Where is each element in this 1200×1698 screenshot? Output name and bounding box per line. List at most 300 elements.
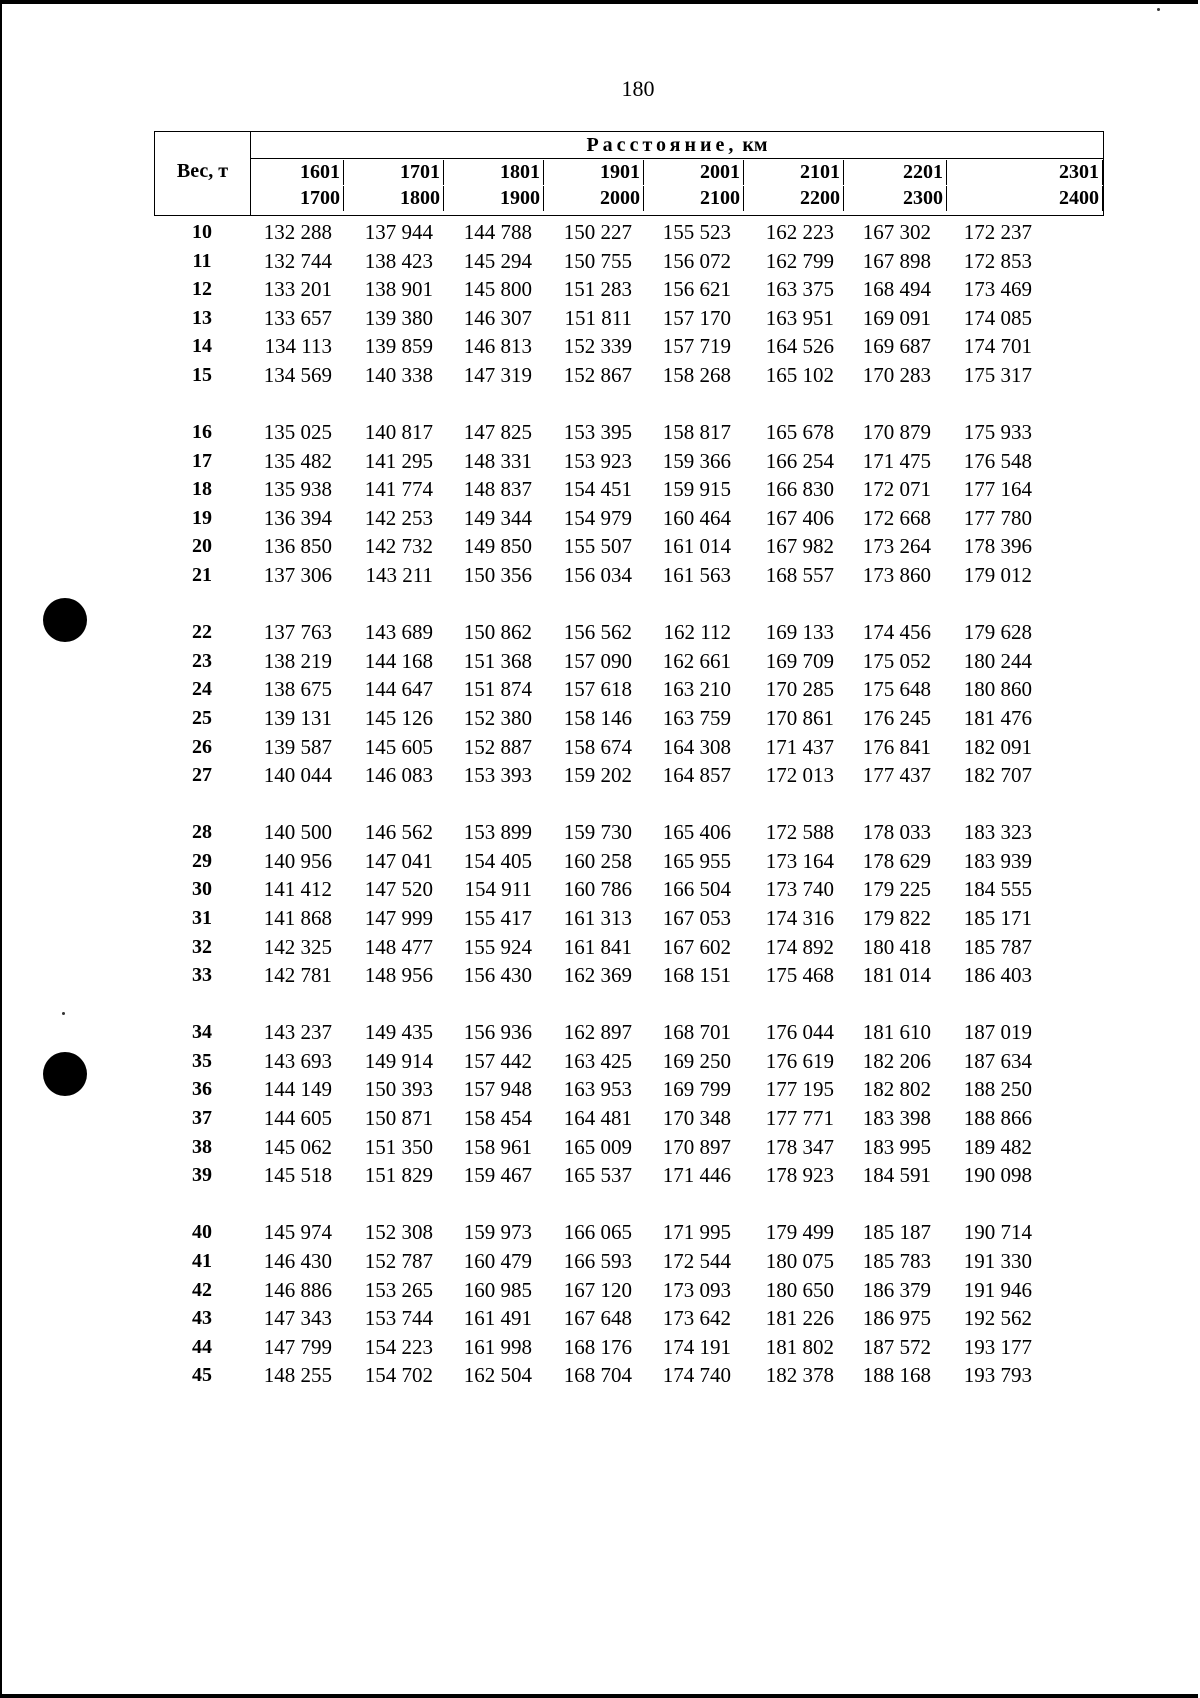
tariff-value-cell: 163 951 [765, 305, 834, 330]
tariff-value-cell: 183 398 [862, 1106, 931, 1131]
weight-cell: 37 [192, 1107, 212, 1130]
tariff-value-cell: 145 974 [263, 1220, 332, 1245]
table-row [154, 933, 1104, 962]
tariff-value-cell: 160 464 [662, 505, 731, 530]
tariff-value-cell: 149 850 [463, 534, 532, 559]
range-to: 2100 [700, 186, 744, 211]
tariff-value-cell: 166 065 [563, 1220, 632, 1245]
tariff-value-cell: 160 258 [563, 848, 632, 873]
tariff-value-cell: 181 476 [963, 705, 1032, 730]
tariff-value-cell: 143 693 [263, 1048, 332, 1073]
tariff-value-cell: 171 475 [862, 448, 931, 473]
weight-cell: 26 [192, 735, 212, 758]
tariff-value-cell: 180 860 [963, 677, 1032, 702]
tariff-value-cell: 173 642 [662, 1306, 731, 1331]
punch-hole-top [43, 598, 87, 642]
tariff-value-cell: 182 091 [963, 734, 1032, 759]
tariff-value-cell: 138 219 [263, 648, 332, 673]
tariff-value-cell: 173 093 [662, 1277, 731, 1302]
tariff-value-cell: 157 618 [563, 677, 632, 702]
tariff-value-cell: 145 800 [463, 277, 532, 302]
tariff-value-cell: 149 914 [364, 1048, 433, 1073]
tariff-value-cell: 148 331 [463, 448, 532, 473]
tariff-value-cell: 146 083 [364, 763, 433, 788]
tariff-value-cell: 154 702 [364, 1363, 433, 1388]
weight-cell: 31 [192, 906, 212, 929]
tariff-value-cell: 181 014 [862, 963, 931, 988]
table-row [154, 275, 1104, 304]
table-row [154, 218, 1104, 247]
weight-cell: 16 [192, 421, 212, 444]
tariff-value-cell: 154 223 [364, 1334, 433, 1359]
tariff-value-cell: 159 730 [563, 820, 632, 845]
table-row [154, 875, 1104, 904]
table-row [154, 1133, 1104, 1162]
table-row [154, 561, 1104, 590]
tariff-value-cell: 191 330 [963, 1248, 1032, 1273]
range-from: 2101 [800, 160, 844, 185]
tariff-value-cell: 144 605 [263, 1106, 332, 1131]
tariff-value-cell: 158 454 [463, 1106, 532, 1131]
tariff-value-cell: 170 348 [662, 1106, 731, 1131]
tariff-value-cell: 165 955 [662, 848, 731, 873]
page-number: 180 [621, 76, 655, 101]
distance-range-header [546, 158, 646, 215]
tariff-value-cell: 153 265 [364, 1277, 433, 1302]
range-to: 1800 [400, 186, 444, 211]
tariff-value-cell: 174 191 [662, 1334, 731, 1359]
tariff-value-cell: 141 774 [364, 477, 433, 502]
table-row [154, 961, 1104, 990]
tariff-value-cell: 178 923 [765, 1163, 834, 1188]
distance-header [251, 132, 1103, 159]
tariff-value-cell: 170 285 [765, 677, 834, 702]
row-group [154, 618, 1104, 790]
tariff-value-cell: 175 052 [862, 648, 931, 673]
tariff-value-cell: 163 425 [563, 1048, 632, 1073]
tariff-value-cell: 166 830 [765, 477, 834, 502]
tariff-value-cell: 162 223 [765, 220, 834, 244]
tariff-value-cell: 170 283 [862, 362, 931, 387]
tariff-value-cell: 171 446 [662, 1163, 731, 1188]
tariff-value-cell: 165 537 [563, 1163, 632, 1188]
scan-speck [62, 1012, 65, 1015]
tariff-value-cell: 132 288 [263, 220, 332, 244]
tariff-value-cell: 133 201 [263, 277, 332, 302]
tariff-value-cell: 190 098 [963, 1163, 1032, 1188]
tariff-value-cell: 169 799 [662, 1077, 731, 1102]
tariff-value-cell: 159 467 [463, 1163, 532, 1188]
tariff-value-cell: 156 034 [563, 563, 632, 588]
tariff-value-cell: 138 423 [364, 248, 433, 273]
tariff-value-cell: 187 019 [963, 1020, 1032, 1045]
tariff-value-cell: 157 442 [463, 1048, 532, 1073]
weight-cell: 29 [192, 849, 212, 872]
tariff-value-cell: 134 569 [263, 362, 332, 387]
tariff-value-cell: 138 901 [364, 277, 433, 302]
weight-column-header: Вес, т [155, 132, 251, 215]
tariff-value-cell: 173 469 [963, 277, 1032, 302]
tariff-value-cell: 157 170 [662, 305, 731, 330]
tariff-value-cell: 162 661 [662, 648, 731, 673]
tariff-value-cell: 145 062 [263, 1134, 332, 1159]
table-row [154, 304, 1104, 333]
tariff-value-cell: 168 494 [862, 277, 931, 302]
weight-cell: 15 [192, 363, 212, 386]
tariff-value-cell: 154 405 [463, 848, 532, 873]
tariff-value-cell: 146 813 [463, 334, 532, 359]
table-row [154, 904, 1104, 933]
table-row [154, 418, 1104, 447]
tariff-value-cell: 186 379 [862, 1277, 931, 1302]
tariff-value-cell: 171 995 [662, 1220, 731, 1245]
tariff-value-cell: 147 999 [364, 905, 433, 930]
tariff-value-cell: 188 866 [963, 1106, 1032, 1131]
tariff-value-cell: 176 548 [963, 448, 1032, 473]
tariff-value-cell: 156 621 [662, 277, 731, 302]
tariff-value-cell: 168 176 [563, 1334, 632, 1359]
tariff-value-cell: 172 853 [963, 248, 1032, 273]
tariff-value-cell: 163 759 [662, 705, 731, 730]
tariff-value-cell: 148 255 [263, 1363, 332, 1388]
tariff-value-cell: 167 602 [662, 934, 731, 959]
tariff-value-cell: 182 378 [765, 1363, 834, 1388]
tariff-value-cell: 162 897 [563, 1020, 632, 1045]
tariff-value-cell: 162 369 [563, 963, 632, 988]
tariff-value-cell: 164 308 [662, 734, 731, 759]
tariff-value-cell: 146 562 [364, 820, 433, 845]
tariff-value-cell: 167 406 [765, 505, 834, 530]
table-header [154, 131, 1104, 216]
tariff-value-cell: 135 025 [263, 420, 332, 445]
weight-cell: 42 [192, 1278, 212, 1301]
tariff-value-cell: 145 294 [463, 248, 532, 273]
weight-cell: 24 [192, 678, 212, 701]
weight-cell: 27 [192, 764, 212, 787]
tariff-value-cell: 173 740 [765, 877, 834, 902]
range-to: 2300 [903, 186, 947, 211]
tariff-value-cell: 163 375 [765, 277, 834, 302]
tariff-value-cell: 182 802 [862, 1077, 931, 1102]
tariff-value-cell: 138 675 [263, 677, 332, 702]
table-row [154, 361, 1104, 390]
tariff-value-cell: 179 225 [862, 877, 931, 902]
tariff-value-cell: 148 837 [463, 477, 532, 502]
tariff-value-cell: 172 237 [963, 220, 1032, 244]
range-from: 1701 [400, 160, 444, 185]
tariff-value-cell: 174 085 [963, 305, 1032, 330]
tariff-value-cell: 177 771 [765, 1106, 834, 1131]
table-row [154, 1333, 1104, 1362]
tariff-value-cell: 180 244 [963, 648, 1032, 673]
tariff-value-cell: 178 347 [765, 1134, 834, 1159]
tariff-value-cell: 157 948 [463, 1077, 532, 1102]
tariff-value-cell: 158 817 [662, 420, 731, 445]
tariff-value-cell: 180 650 [765, 1277, 834, 1302]
tariff-value-cell: 183 939 [963, 848, 1032, 873]
tariff-value-cell: 173 264 [862, 534, 931, 559]
tariff-value-cell: 160 786 [563, 877, 632, 902]
table-row [154, 532, 1104, 561]
range-to: 1700 [300, 186, 344, 211]
tariff-value-cell: 145 605 [364, 734, 433, 759]
tariff-value-cell: 147 825 [463, 420, 532, 445]
table-row [154, 247, 1104, 276]
tariff-value-cell: 162 504 [463, 1363, 532, 1388]
tariff-value-cell: 177 780 [963, 505, 1032, 530]
tariff-value-cell: 175 317 [963, 362, 1032, 387]
tariff-value-cell: 193 177 [963, 1334, 1032, 1359]
tariff-value-cell: 165 406 [662, 820, 731, 845]
tariff-value-cell: 136 394 [263, 505, 332, 530]
tariff-value-cell: 139 380 [364, 305, 433, 330]
tariff-table-body [154, 218, 1104, 1418]
tariff-value-cell: 160 479 [463, 1248, 532, 1273]
tariff-value-cell: 174 316 [765, 905, 834, 930]
tariff-value-cell: 164 857 [662, 763, 731, 788]
weight-cell: 21 [192, 564, 212, 587]
tariff-value-cell: 146 307 [463, 305, 532, 330]
tariff-value-cell: 136 850 [263, 534, 332, 559]
tariff-value-cell: 158 674 [563, 734, 632, 759]
weight-cell: 30 [192, 878, 212, 901]
tariff-value-cell: 172 071 [862, 477, 931, 502]
tariff-value-cell: 182 707 [963, 763, 1032, 788]
range-from: 2201 [903, 160, 947, 185]
tariff-value-cell: 151 350 [364, 1134, 433, 1159]
tariff-value-cell: 156 072 [662, 248, 731, 273]
tariff-value-cell: 192 562 [963, 1306, 1032, 1331]
tariff-value-cell: 167 648 [563, 1306, 632, 1331]
tariff-value-cell: 158 961 [463, 1134, 532, 1159]
distance-range-header [346, 158, 446, 215]
tariff-value-cell: 156 936 [463, 1020, 532, 1045]
tariff-value-cell: 188 250 [963, 1077, 1032, 1102]
weight-cell: 25 [192, 706, 212, 729]
row-group [154, 818, 1104, 990]
tariff-value-cell: 142 732 [364, 534, 433, 559]
tariff-value-cell: 190 714 [963, 1220, 1032, 1245]
range-to: 2200 [800, 186, 844, 211]
tariff-value-cell: 171 437 [765, 734, 834, 759]
weight-cell: 44 [192, 1335, 212, 1358]
tariff-value-cell: 145 126 [364, 705, 433, 730]
tariff-value-cell: 161 491 [463, 1306, 532, 1331]
tariff-value-cell: 178 629 [862, 848, 931, 873]
tariff-value-cell: 168 151 [662, 963, 731, 988]
tariff-value-cell: 151 283 [563, 277, 632, 302]
tariff-value-cell: 147 319 [463, 362, 532, 387]
tariff-value-cell: 166 593 [563, 1248, 632, 1273]
tariff-value-cell: 168 701 [662, 1020, 731, 1045]
tariff-value-cell: 158 268 [662, 362, 731, 387]
tariff-value-cell: 149 435 [364, 1020, 433, 1045]
weight-cell: 18 [192, 478, 212, 501]
tariff-value-cell: 176 245 [862, 705, 931, 730]
table-row [154, 618, 1104, 647]
tariff-value-cell: 140 044 [263, 763, 332, 788]
tariff-value-cell: 177 164 [963, 477, 1032, 502]
tariff-value-cell: 150 393 [364, 1077, 433, 1102]
tariff-value-cell: 166 254 [765, 448, 834, 473]
table-row [154, 1104, 1104, 1133]
tariff-value-cell: 140 956 [263, 848, 332, 873]
tariff-value-cell: 169 133 [765, 620, 834, 645]
range-from: 1601 [300, 160, 344, 185]
weight-cell: 43 [192, 1307, 212, 1330]
tariff-value-cell: 181 226 [765, 1306, 834, 1331]
tariff-value-cell: 167 898 [862, 248, 931, 273]
tariff-value-cell: 184 555 [963, 877, 1032, 902]
tariff-value-cell: 147 343 [263, 1306, 332, 1331]
tariff-value-cell: 147 041 [364, 848, 433, 873]
tariff-value-cell: 152 380 [463, 705, 532, 730]
weight-cell: 40 [192, 1221, 212, 1244]
tariff-value-cell: 162 799 [765, 248, 834, 273]
tariff-value-cell: 145 518 [263, 1163, 332, 1188]
range-from: 2001 [700, 160, 744, 185]
table-row [154, 1018, 1104, 1047]
tariff-value-cell: 135 938 [263, 477, 332, 502]
tariff-value-cell: 181 802 [765, 1334, 834, 1359]
tariff-value-cell: 164 526 [765, 334, 834, 359]
table-row [154, 1361, 1104, 1390]
tariff-value-cell: 162 112 [663, 620, 731, 645]
tariff-value-cell: 163 210 [662, 677, 731, 702]
range-to: 2400 [1059, 186, 1103, 211]
tariff-value-cell: 137 763 [263, 620, 332, 645]
table-row [154, 1047, 1104, 1076]
tariff-value-cell: 146 886 [263, 1277, 332, 1302]
tariff-value-cell: 154 451 [563, 477, 632, 502]
tariff-value-cell: 182 206 [862, 1048, 931, 1073]
tariff-value-cell: 169 709 [765, 648, 834, 673]
tariff-value-cell: 175 648 [862, 677, 931, 702]
tariff-value-cell: 174 701 [963, 334, 1032, 359]
tariff-value-cell: 151 829 [364, 1163, 433, 1188]
tariff-value-cell: 137 944 [364, 220, 433, 244]
table-row [154, 447, 1104, 476]
table-row [154, 675, 1104, 704]
tariff-value-cell: 172 544 [662, 1248, 731, 1273]
tariff-value-cell: 147 520 [364, 877, 433, 902]
row-group [154, 418, 1104, 590]
weight-cell: 13 [192, 306, 212, 329]
tariff-value-cell: 152 887 [463, 734, 532, 759]
tariff-value-cell: 187 572 [862, 1334, 931, 1359]
tariff-value-cell: 172 668 [862, 505, 931, 530]
weight-cell: 33 [192, 964, 212, 987]
tariff-value-cell: 178 396 [963, 534, 1032, 559]
tariff-value-cell: 154 979 [563, 505, 632, 530]
tariff-value-cell: 161 014 [662, 534, 731, 559]
tariff-value-cell: 151 811 [564, 305, 632, 330]
tariff-value-cell: 148 956 [364, 963, 433, 988]
distance-range-header [949, 158, 1105, 215]
weight-cell: 20 [192, 535, 212, 558]
row-group [154, 1018, 1104, 1190]
tariff-value-cell: 163 953 [563, 1077, 632, 1102]
tariff-value-cell: 143 689 [364, 620, 433, 645]
tariff-value-cell: 137 306 [263, 563, 332, 588]
tariff-value-cell: 144 149 [263, 1077, 332, 1102]
tariff-value-cell: 152 867 [563, 362, 632, 387]
tariff-value-cell: 150 356 [463, 563, 532, 588]
tariff-value-cell: 144 788 [463, 220, 532, 244]
weight-cell: 22 [192, 621, 212, 644]
weight-cell: 38 [192, 1135, 212, 1158]
tariff-value-cell: 165 678 [765, 420, 834, 445]
distance-range-header [446, 158, 546, 215]
weight-cell: 35 [192, 1049, 212, 1072]
weight-cell: 39 [192, 1164, 212, 1187]
tariff-value-cell: 159 915 [662, 477, 731, 502]
table-row [154, 1161, 1104, 1190]
tariff-value-cell: 150 227 [563, 220, 632, 244]
tariff-value-cell: 169 250 [662, 1048, 731, 1073]
table-row [154, 1304, 1104, 1333]
tariff-value-cell: 179 628 [963, 620, 1032, 645]
tariff-value-cell: 183 323 [963, 820, 1032, 845]
table-row [154, 332, 1104, 361]
tariff-value-cell: 178 033 [862, 820, 931, 845]
tariff-value-cell: 168 557 [765, 563, 834, 588]
tariff-value-cell: 135 482 [263, 448, 332, 473]
table-row [154, 847, 1104, 876]
tariff-value-cell: 170 861 [765, 705, 834, 730]
tariff-value-cell: 177 437 [862, 763, 931, 788]
tariff-value-cell: 152 339 [563, 334, 632, 359]
tariff-value-cell: 169 687 [862, 334, 931, 359]
tariff-value-cell: 174 456 [862, 620, 931, 645]
table-row [154, 475, 1104, 504]
tariff-value-cell: 189 482 [963, 1134, 1032, 1159]
tariff-value-cell: 170 897 [662, 1134, 731, 1159]
tariff-value-cell: 153 899 [463, 820, 532, 845]
tariff-value-cell: 165 009 [563, 1134, 632, 1159]
tariff-value-cell: 166 504 [662, 877, 731, 902]
distance-range-header [251, 158, 346, 215]
tariff-value-cell: 142 253 [364, 505, 433, 530]
tariff-value-cell: 167 120 [563, 1277, 632, 1302]
distance-range-headers [251, 158, 1103, 215]
tariff-value-cell: 142 781 [263, 963, 332, 988]
tariff-value-cell: 150 862 [463, 620, 532, 645]
tariff-value-cell: 139 587 [263, 734, 332, 759]
weight-cell: 10 [192, 221, 212, 243]
tariff-value-cell: 176 841 [862, 734, 931, 759]
tariff-value-cell: 148 477 [364, 934, 433, 959]
tariff-value-cell: 152 308 [364, 1220, 433, 1245]
tariff-value-cell: 153 393 [463, 763, 532, 788]
tariff-value-cell: 156 562 [563, 620, 632, 645]
tariff-value-cell: 184 591 [862, 1163, 931, 1188]
tariff-value-cell: 176 044 [765, 1020, 834, 1045]
table-row [154, 1276, 1104, 1305]
tariff-value-cell: 168 704 [563, 1363, 632, 1388]
tariff-value-cell: 144 168 [364, 648, 433, 673]
punch-hole-bottom [43, 1052, 87, 1096]
tariff-value-cell: 146 430 [263, 1248, 332, 1273]
tariff-value-cell: 149 344 [463, 505, 532, 530]
tariff-value-cell: 174 740 [662, 1363, 731, 1388]
range-to: 2000 [600, 186, 644, 211]
tariff-value-cell: 188 168 [862, 1363, 931, 1388]
tariff-value-cell: 185 787 [963, 934, 1032, 959]
tariff-value-cell: 143 237 [263, 1020, 332, 1045]
table-row [154, 704, 1104, 733]
tariff-value-cell: 172 013 [765, 763, 834, 788]
